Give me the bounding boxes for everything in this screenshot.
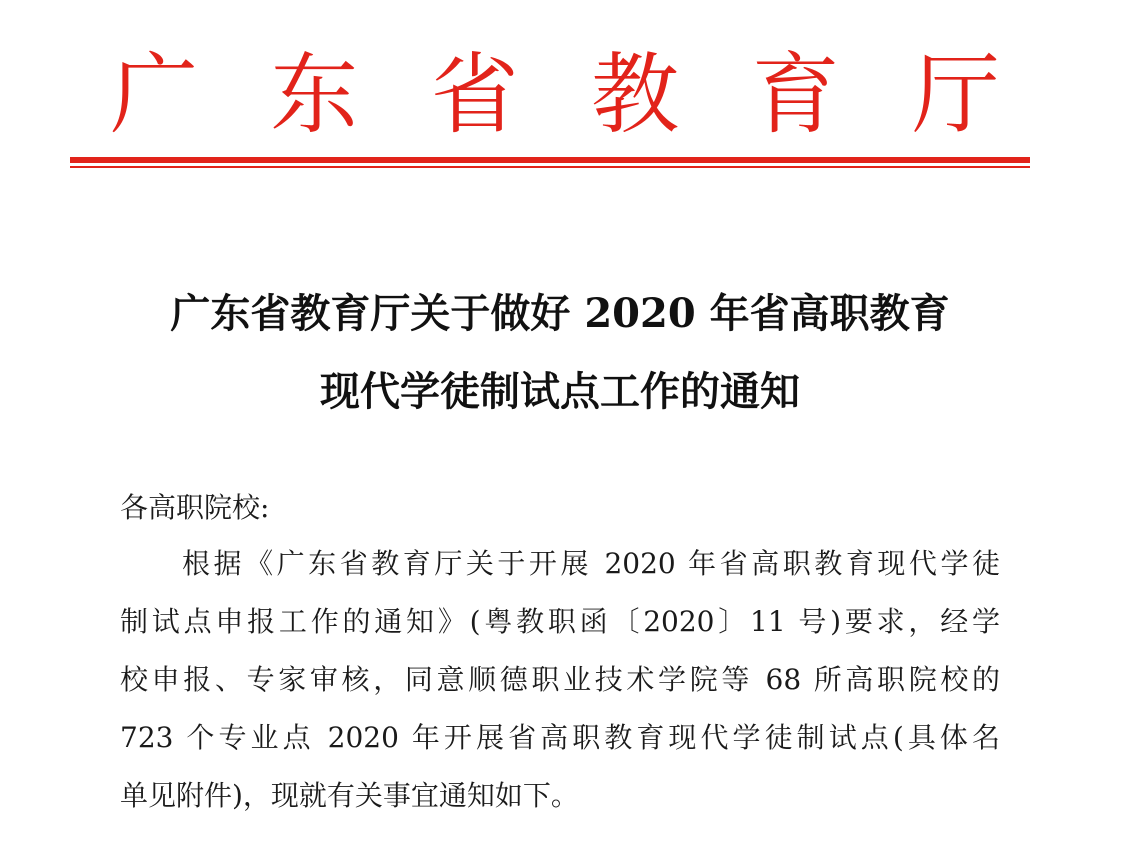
body-line: 根据《广东省教育厅关于开展 2020 年省高职教育现代学徒	[182, 547, 1000, 580]
letterhead-char: 育	[751, 43, 840, 146]
salutation: 各高职院校:	[120, 491, 270, 524]
body-line: 单见附件)，现就有关事宜通知如下。	[120, 779, 579, 812]
letterhead-red-rule-thin	[70, 166, 1030, 168]
body-line: 723 个专业点 2020 年开展省高职教育现代学徒制试点(具体名	[120, 721, 1000, 754]
letterhead-char: 广	[110, 43, 199, 146]
letterhead-char: 厅	[911, 43, 1000, 146]
letterhead	[110, 40, 1000, 150]
letterhead-char: 教	[591, 43, 680, 146]
document-title-line-2: 现代学徒制试点工作的通知	[320, 368, 800, 415]
letterhead-char: 省	[430, 43, 519, 146]
letterhead-red-rule-thick	[70, 157, 1030, 163]
body-line: 校申报、专家审核，同意顺德职业技术学院等 68 所高职院校的	[120, 663, 1000, 696]
document-title-line-1: 广东省教育厅关于做好 2020 年省高职教育	[170, 290, 950, 337]
body-line: 制试点申报工作的通知》(粤教职函〔2020〕11 号)要求，经学	[120, 605, 1000, 638]
letterhead-char: 东	[270, 43, 359, 146]
